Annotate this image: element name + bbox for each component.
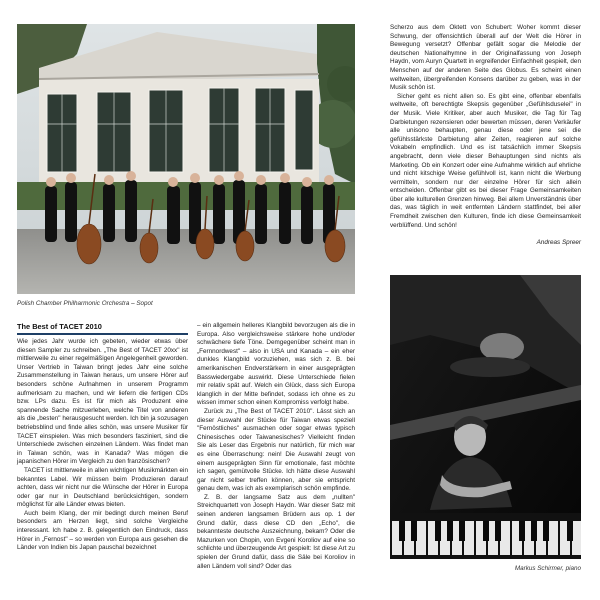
pianist-caption: Markus Schirmer, piano — [514, 565, 581, 572]
orchestra-photo-image — [17, 24, 355, 294]
article-column-2 — [197, 322, 355, 571]
author-signature: Andreas Spreer — [536, 239, 581, 247]
pianist-photo — [390, 275, 581, 559]
article-column-1 — [17, 338, 188, 553]
col2-paragraph-2: Zurück zu „The Best of TACET 2010". Lässt sich an dieser Auswahl der Stücke für Taiwan etwas speziell "Fernöstliches" ausmachen oder sogar etwas typisch Chinesisches oder Taiwanesisches? Vielleicht finden Sie als Leser das Ergebnis nur natürlich, für mich war es eine Überraschung: nein! Die Auswahl zeugt von einem ausgeprägten Sinn für emotionale, fast möchte ich sagen, gemütvolle Stücke. Ich hätte diese Auswahl gar nicht selber treffen können, aber sie entspricht genau dem, was ich als exemplarisch schön empfinde. — [197, 407, 355, 493]
article-column-3 — [390, 24, 581, 248]
col2-paragraph-3: Z. B. der langsame Satz aus dem „nullten" Streichquartett von Joseph Haydn. War dieser Satz mit seinen anderen langsamen Brüdern aus op. 1 der Grund dafür, dass diese CD den „Echo", die bekannteste deutsche Auszeichnung, bekam? Oder die Mazurken von Chopin, von Evgeni Koroliov auf eine so schlichte und überzeugende Art gespielt: Ist diese Art zu spielen der Grund dafür, dass die Säle bei Koroliov in allen Ländern voll sind? Oder das — [197, 493, 355, 570]
col2-paragraph-1: – ein allgemein helleres Klangbild bevorzugen als die in Europa. Also vergleichsweise stärkere hohe und/oder schwächere tiefe Töne. Demgegenüber scheint man in „Fernnordwest" – also in USA und Kanada – ein eher dunkles Klangbild vorzuziehen, was sich z. B. bei amerikanischen Endverstärkern in einer ausgeprägten Basswiedergabe auswirkt. Diese Unterschiede fielen mir relativ spät auf. Welch ein Glück, dass sich Europa klanglich in der Mitte befindet, sodass ich ohne es zu wissen immer schon einen Kompromiss verfolgt habe. — [197, 322, 355, 407]
col1-paragraph-2: TACET ist mittlerweile in allen wichtigen Musikmärkten ein bekanntes Label. Wir müssen beim Produzieren darauf achten, dass wir nicht nur die Wünsche der Hörer in Europa oder gar nur in Deutschland berücksichtigen, sondern möglichst für alle Länder etwas bieten. — [17, 466, 188, 509]
section-title: The Best of TACET 2010 — [17, 322, 102, 331]
col3-paragraph-1: Scherzo aus dem Oktett von Schubert: Woher kommt dieser Schwung, der offensichtlich überall auf der Welt die Hörer in Bewegung versetzt? Offenbar gefällt sogar die Melodie der deutschen Nationalhymne in der Originalfassung von Joseph Haydn, vom Auryn Quartett in ergreifender Einfachheit gespielt, den Menschen auf der anderen Seite des Globus. Es scheint einen weltweiten, übergreifenden Konsens darüber zu geben, was in der Musik schön ist. — [390, 24, 581, 92]
col1-paragraph-3: Auch beim Klang, der mir bedingt durch meinen Beruf besonders am Herzen liegt, sind solche Vergleiche interessant. Ich habe z. B. gelegentlich den Eindruck, dass Hörer in „Fernost" – so werden von Europa aus gesehen die Länder von Indien bis Japan pauschal bezeichnet — [17, 509, 188, 552]
orchestra-photo — [17, 24, 355, 294]
orchestra-caption: Polish Chamber Philharmonic Orchestra – Sopot — [17, 300, 153, 307]
pianist-photo-image — [390, 275, 581, 559]
col3-paragraph-2: Sicher geht es nicht allen so. Es gibt eine, offenbar ebenfalls weltweite, oft berechtigte Skepsis gegenüber „Gefühlsduselei" in der Musik. Viele Kritiker, aber auch Musiker, die Tag für Tag Darbietungen rezensieren oder bewerten müssen, deren Verkäufer alle unisono behaupten, genau diese oder jene sei die gefühlsstärkste Darbietung aller Zeiten, reagieren auf solche Vokabeln empfindlich. Und es ist tatsächlich immer Skepsis angebracht, denn viele dieser Behauptungen sind nichts als Marketing. Ob ein Konzert oder eine Aufnahme wirklich auf ehrliche und nicht kitschige Weise gefühlvoll ist, kann nicht die Werbung vermitteln, sondern nur der einzelne Hörer für sich allein entscheiden. Offenbar gibt es bei dieser Frage Gemeinsamkeiten über alle kulturellen Grenzen hinweg. Bei allem Unverständnis über das, was täglich in weit entfernten Ländern stattfindet, bei aller Fremdheit zwischen den Kulturen, finde ich diese Gemeinsamkeit verblüffend. Und schön! — [390, 92, 581, 229]
col1-paragraph-1: Wie jedes Jahr wurde ich gebeten, wieder etwas über diesen Sampler zu schreiben. „The Best of TACET 20xx" ist mittlerweile zu einer regelmäßigen Angelegenheit geworden. Unser Vertrieb in Taiwan bringt jedes Jahr eine solche Zusammenstellung in Taiwan heraus, um unsere Hörer auf besonders schöne Aufnahmen in unserem Programm aufmerksam zu machen, und wir liefern die fertigen CDs bzw. LPs dazu. Es ist für mich als Produzent eine spannende Sache mitzuerleben, welche Titel von anderen als die „besten" herausgesucht werden. Ich bin ja sozusagen betriebsblind und finde alles schön, was unsere Musiker für TACET einspielen. Was mich besonders fasziniert, sind die Unterschiede zwischen einzelnen Ländern. Was findet man in Taiwan schön, was in Kanada? Was mögen die japanischen Hörer im Vergleich zu den französischen? — [17, 338, 188, 466]
section-title-rule — [17, 333, 188, 335]
